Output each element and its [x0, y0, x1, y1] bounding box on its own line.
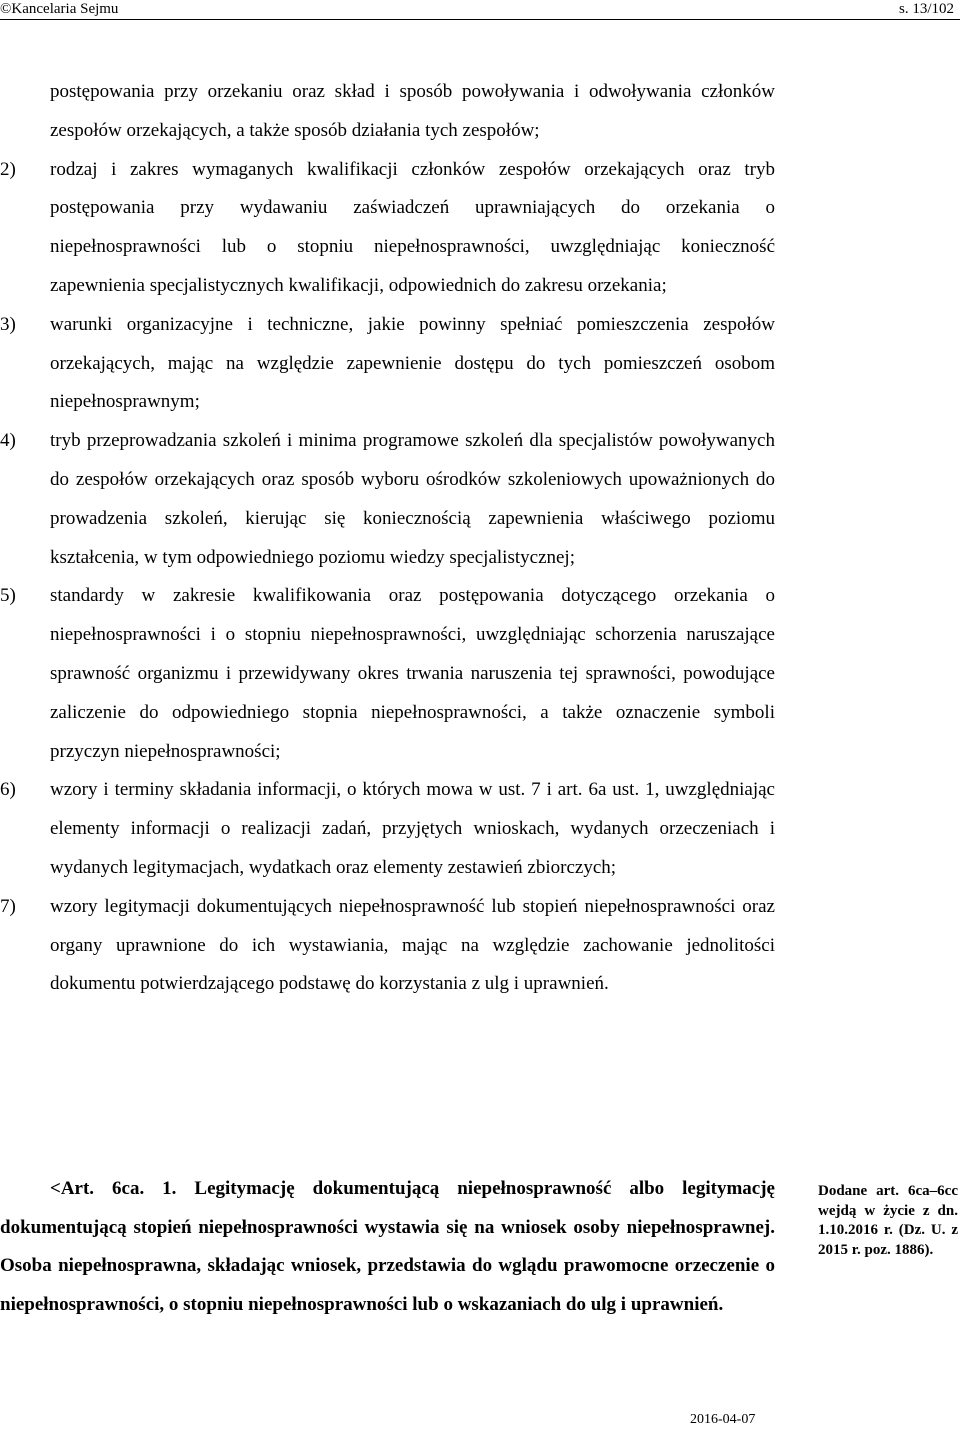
list-item: [0, 306, 775, 422]
list-item: [0, 888, 775, 1004]
document-body: [0, 73, 775, 1004]
list-item: [0, 771, 775, 887]
list-item-number: 6): [0, 779, 16, 801]
intro-paragraph: postępowania przy orzekaniu oraz skład i sposób powoływania i odwoływania członków zespołów orzekających, a także sposób działania tych zespołów;: [50, 81, 775, 141]
list-item-number: 7): [0, 895, 16, 917]
header-divider: [0, 19, 960, 20]
list-item-number: 5): [0, 585, 16, 607]
list-item-text: warunki organizacyjne i techniczne, jakie powinny spełniać pomieszczenia zespołów orzekających, mając na względzie zapewnienie dostępu do tych pomieszczeń osobom niepełnosprawnym;: [50, 313, 775, 413]
footer-date: 2016-04-07: [690, 1412, 756, 1427]
list-item: [0, 151, 775, 306]
list-item-text: standardy w zakresie kwalifikowania oraz postępowania dotyczącego orzekania o niepełnosprawności i o stopniu niepełnosprawności, uwzględniając schorzenia naruszające sprawność organizmu i przewidywany okres trwania naruszenia tej sprawności, powodujące zaliczenie do odpowiedniego stopnia niepełnosprawności, a także oznaczenie symboli przyczyn niepełnosprawności;: [50, 585, 775, 762]
list-item: [0, 422, 775, 577]
article-6ca-paragraph: <Art. 6ca. 1. Legitymację dokumentującą niepełnosprawność albo legitymację dokumentującą stopień niepełnosprawności wystawia się na wniosek osoby niepełnosprawnej. Osoba niepełnosprawna, składając wniosek, przedstawia do wglądu prawomocne orzeczenie o niepełnosprawności, o stopniu niepełnosprawności lub o wskazaniach do ulg i uprawnień.: [0, 1178, 775, 1315]
list-item-number: 4): [0, 430, 16, 452]
copyright-label: ©Kancelaria Sejmu: [0, 1, 119, 17]
page-header: [0, 0, 960, 20]
list-item-number: 2): [0, 158, 16, 180]
list-item-text: rodzaj i zakres wymaganych kwalifikacji członków zespołów orzekających oraz tryb postępowania przy wydawaniu zaświadczeń uprawniających do orzekania o niepełnosprawności lub o stopniu niepełnosprawności, uwzględniając konieczność zapewnienia specjalistycznych kwalifikacji, odpowiednich do zakresu orzekania;: [50, 158, 775, 296]
list-item-number: 3): [0, 313, 16, 335]
margin-note: Dodane art. 6ca–6cc wejdą w życie z dn. 1.10.2016 r. (Dz. U. z 2015 r. poz. 1886).: [818, 1183, 958, 1258]
list-item: [0, 577, 775, 771]
list-item-text: tryb przeprowadzania szkoleń i minima programowe szkoleń dla specjalistów powoływanych do zespołów orzekających oraz sposób wyboru ośrodków szkoleniowych upoważnionych do prowadzenia szkoleń, kierując się koniecznością zapewnienia właściwego poziomu kształcenia, w tym odpowiedniego poziomu wiedzy specjalistycznej;: [50, 430, 775, 568]
page-footer: [690, 1412, 755, 1428]
page-number: s. 13/102: [898, 1, 954, 17]
list-item-text: wzory legitymacji dokumentujących niepełnosprawność lub stopień niepełnosprawności oraz organy uprawnione do ich wystawiania, mając na względzie zachowanie jednolitości dokumentu potwierdzającego podstawę do korzystania z ulg i uprawnień.: [50, 895, 775, 995]
list-item-text: wzory i terminy składania informacji, o których mowa w ust. 7 i art. 6a ust. 1, uwzględniając elementy informacji o realizacji zadań, przyjętych wnioskach, wydanych orzeczeniach i wydanych legitymacjach, wydatkach oraz elementy zestawień zbiorczych;: [50, 779, 775, 878]
